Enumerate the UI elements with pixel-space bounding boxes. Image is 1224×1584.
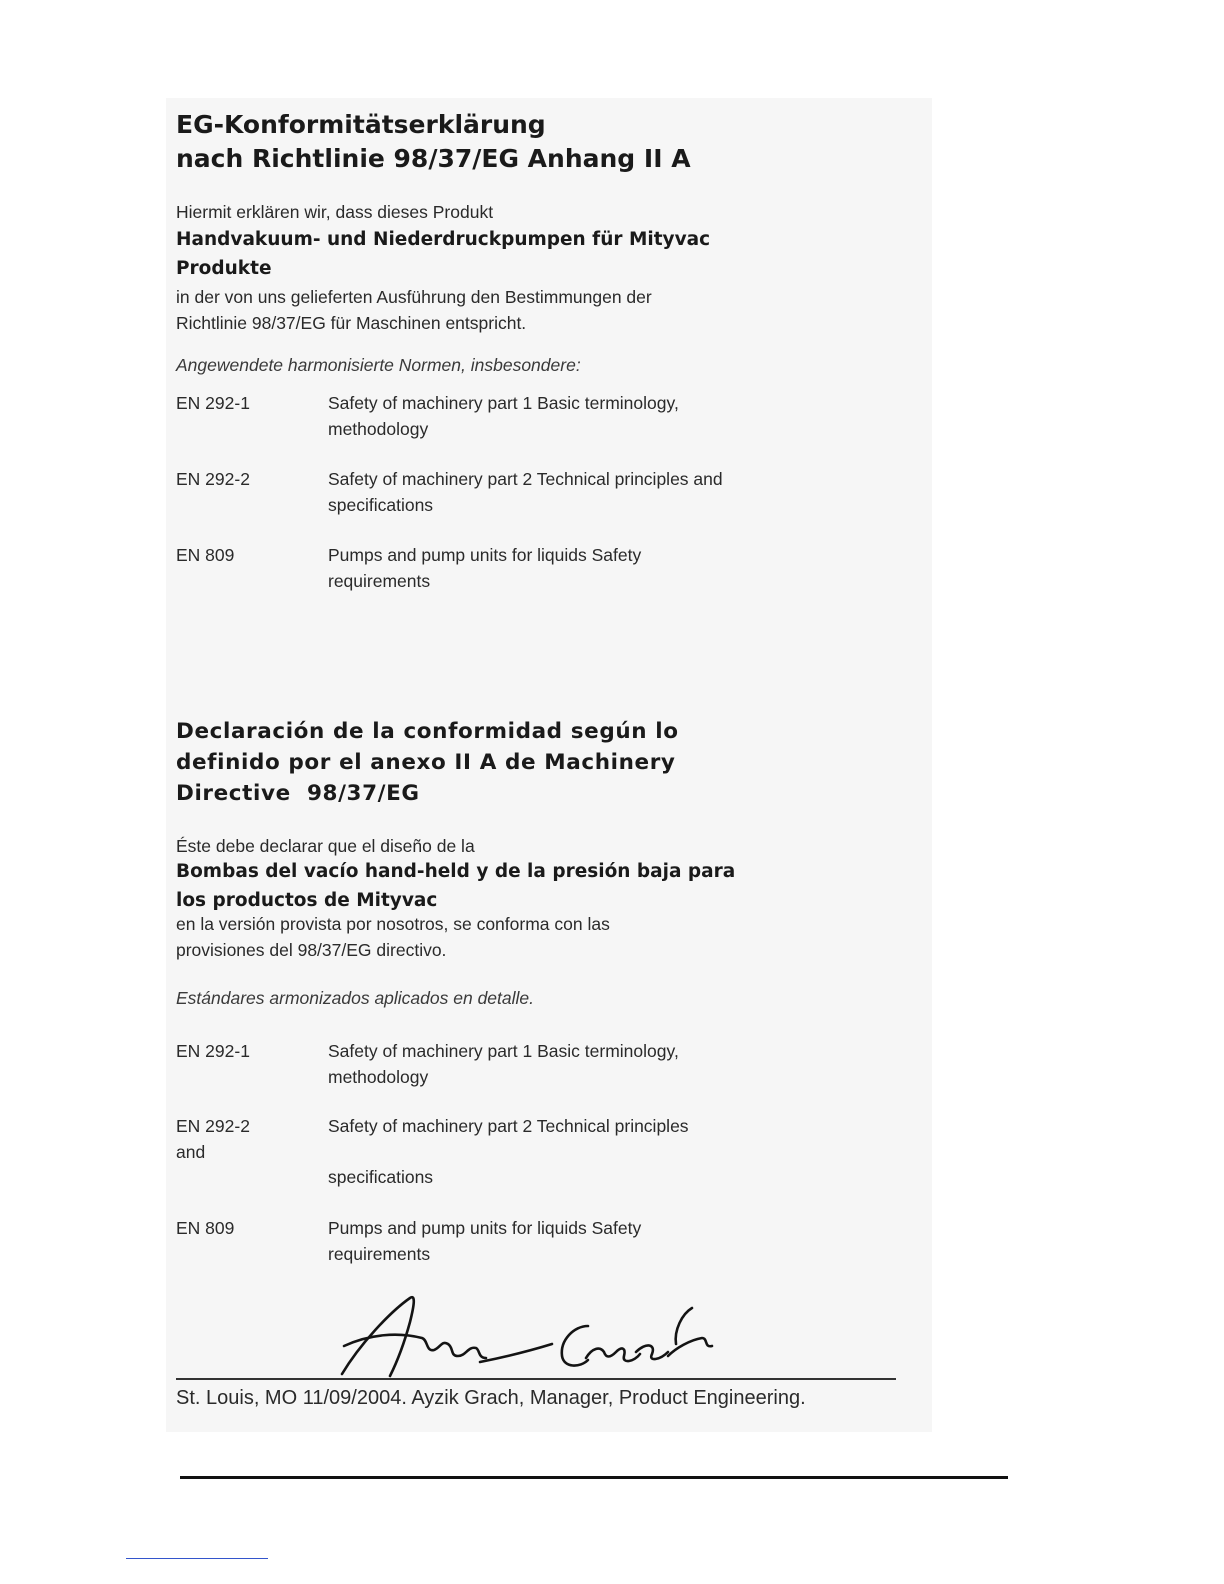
spanish-conformity bbox=[176, 912, 610, 963]
spanish-heading-line2: definido por el anexo II A de Machinery bbox=[176, 750, 676, 775]
spanish-standard-code-1: EN 292-1 bbox=[176, 1041, 250, 1061]
spanish-heading bbox=[176, 716, 679, 809]
spanish-standard-code-2-line1: EN 292-2 bbox=[176, 1116, 250, 1136]
german-conformity bbox=[176, 285, 652, 336]
german-conformity-line2: Richtlinie 98/37/EG für Maschinen entspricht. bbox=[176, 312, 527, 333]
spanish-standard-desc-3-line2: requirements bbox=[328, 1243, 431, 1264]
german-product bbox=[176, 226, 710, 283]
spanish-standard-desc-3 bbox=[328, 1216, 641, 1267]
spanish-conformity-line1: en la versión provista por nosotros, se conforma con las bbox=[176, 914, 610, 934]
german-standard-desc-2-line2: specifications bbox=[328, 494, 434, 515]
german-standard-desc-1-line2: methodology bbox=[328, 418, 429, 439]
spanish-standard-desc-2-line2: specifications bbox=[328, 1167, 434, 1187]
spanish-standard-desc-1-line2: methodology bbox=[328, 1066, 429, 1087]
german-standard-desc-1-line1: Safety of machinery part 1 Basic terminology, bbox=[328, 393, 679, 413]
german-standard-desc-2-line1: Safety of machinery part 2 Technical principles and bbox=[328, 469, 723, 489]
spanish-intro: Éste debe declarar que el diseño de la bbox=[176, 836, 475, 856]
spanish-standard-code-3: EN 809 bbox=[176, 1218, 235, 1238]
spanish-standard-code-2-line2: and bbox=[176, 1141, 206, 1162]
german-standard-code-3: EN 809 bbox=[176, 545, 235, 565]
german-standard-desc-3-line2: requirements bbox=[328, 570, 431, 591]
spanish-standards-heading: Estándares armonizados aplicados en detalle. bbox=[176, 988, 534, 1008]
footer-rule bbox=[180, 1476, 1008, 1479]
german-standard-desc-3 bbox=[328, 543, 641, 594]
spanish-heading-line3: Directive 98/37/EG bbox=[176, 781, 420, 806]
german-standard-desc-1 bbox=[328, 391, 679, 442]
signature-line bbox=[176, 1378, 896, 1380]
spanish-heading-line1: Declaración de la conformidad según lo bbox=[176, 719, 679, 744]
spanish-standard-desc-3-line1: Pumps and pump units for liquids Safety bbox=[328, 1218, 642, 1238]
spanish-standard-code-2 bbox=[176, 1114, 250, 1165]
spanish-standard-desc-1 bbox=[328, 1039, 679, 1090]
german-standard-desc-2 bbox=[328, 467, 723, 518]
spanish-product bbox=[176, 858, 735, 915]
spanish-conformity-line2: provisiones del 98/37/EG directivo. bbox=[176, 939, 447, 960]
german-standards-heading: Angewendete harmonisierte Normen, insbesondere: bbox=[176, 355, 581, 375]
handwritten-signature bbox=[330, 1286, 730, 1382]
german-heading bbox=[176, 108, 691, 176]
spanish-standard-desc-1-line1: Safety of machinery part 1 Basic terminology, bbox=[328, 1041, 679, 1061]
german-standard-code-2: EN 292-2 bbox=[176, 469, 250, 489]
spanish-standard-desc-2-line1: Safety of machinery part 2 Technical principles bbox=[328, 1116, 689, 1136]
german-heading-line2: nach Richtlinie 98/37/EG Anhang II A bbox=[176, 144, 691, 173]
german-conformity-line1: in der von uns gelieferten Ausführung den Bestimmungen der bbox=[176, 287, 652, 307]
german-product-line1: Handvakuum- und Niederdruckpumpen für Mityvac bbox=[176, 229, 711, 250]
spanish-product-line1: Bombas del vacío hand-held y de la presión baja para bbox=[176, 861, 736, 882]
german-heading-line1: EG-Konformitätserklärung bbox=[176, 110, 546, 139]
link-underline bbox=[126, 1558, 268, 1559]
german-standard-desc-3-line1: Pumps and pump units for liquids Safety bbox=[328, 545, 642, 565]
spanish-product-line2: los productos de Mityvac bbox=[176, 889, 438, 911]
german-product-line2: Produkte bbox=[176, 257, 272, 279]
german-standard-code-1: EN 292-1 bbox=[176, 393, 250, 413]
german-intro: Hiermit erklären wir, dass dieses Produkt bbox=[176, 202, 494, 222]
signature-caption: St. Louis, MO 11/09/2004. Ayzik Grach, Manager, Product Engineering. bbox=[176, 1387, 806, 1409]
